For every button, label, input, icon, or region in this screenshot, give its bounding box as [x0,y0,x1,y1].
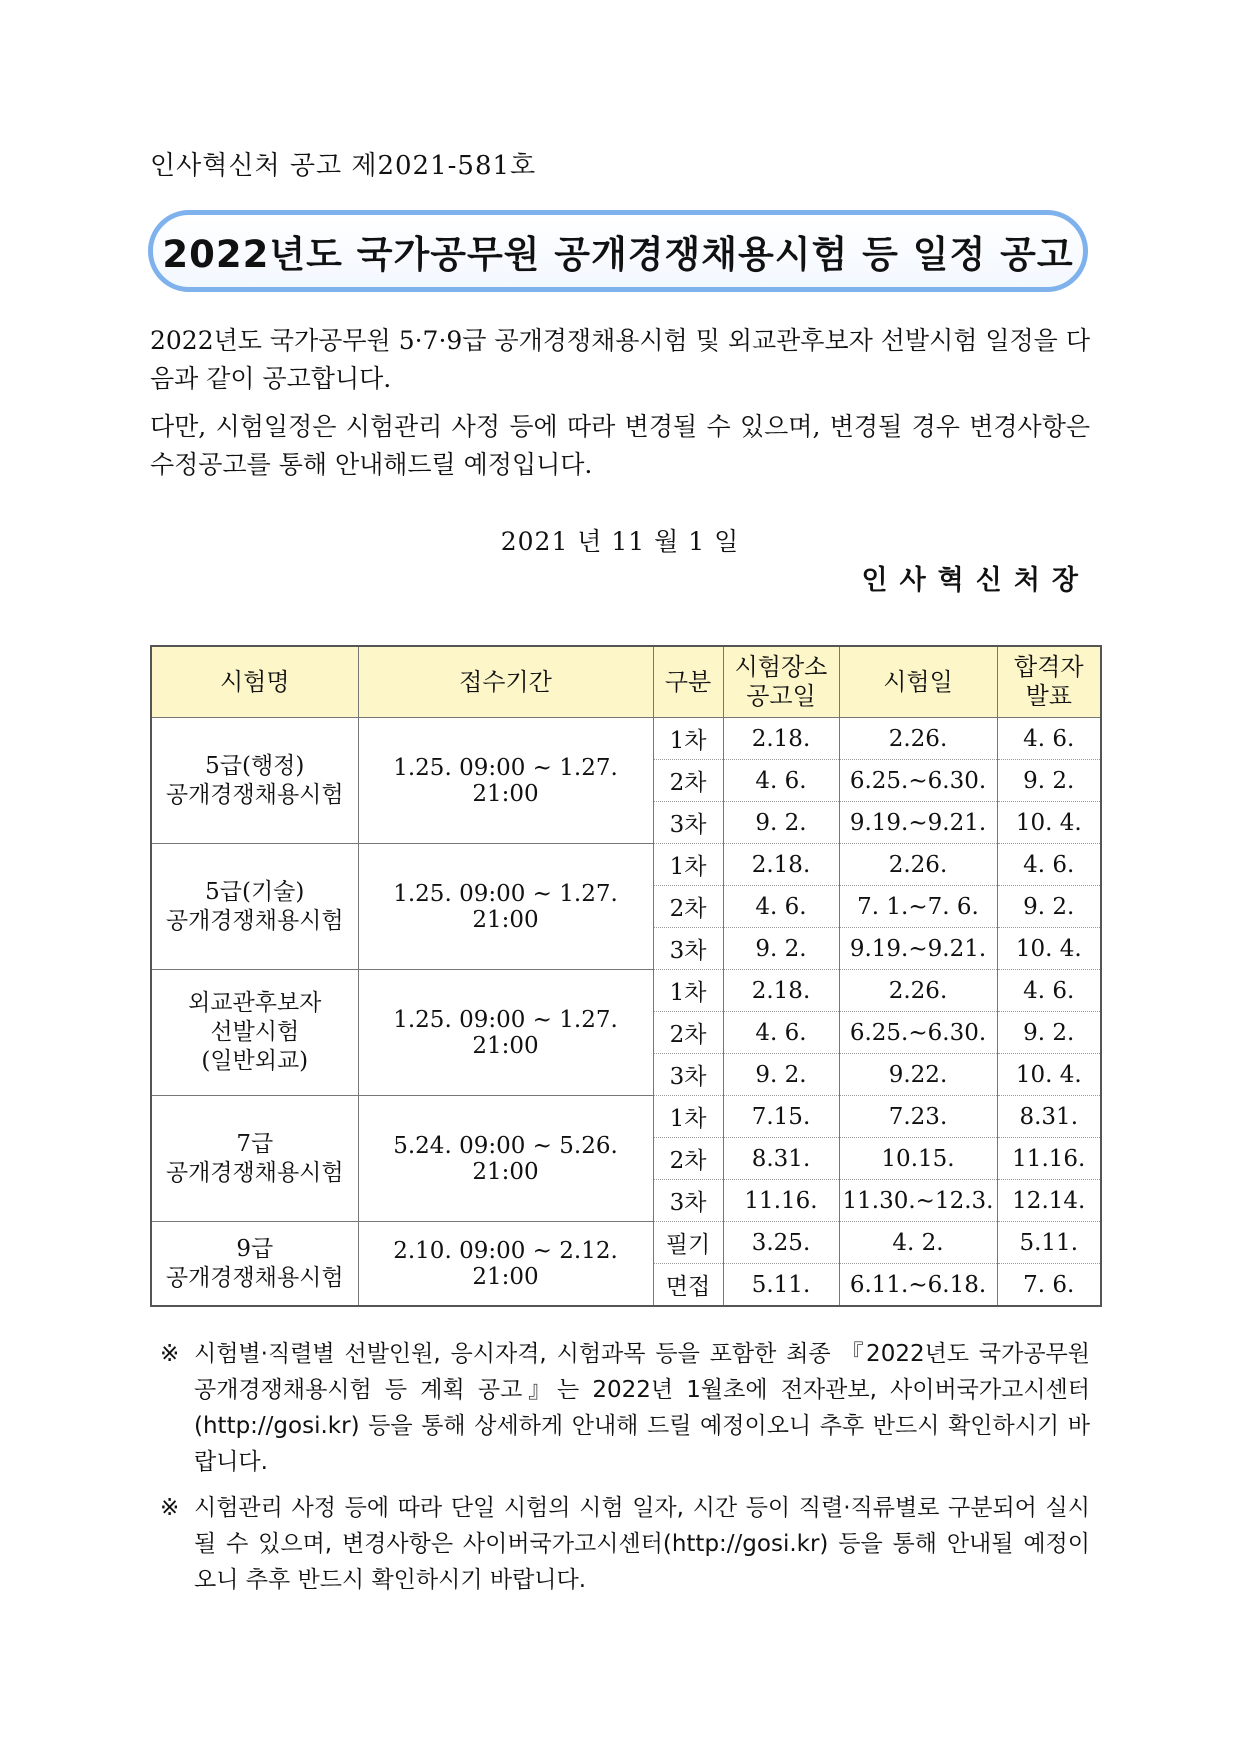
result-date-cell: 10. 4. [997,1054,1101,1096]
footnote [150,1490,1090,1598]
notice-number: 인사혁신처 공고 제2021-581호 [150,151,537,181]
exam-date-cell: 6.25.∼6.30. [839,760,997,802]
stage-cell: 1차 [653,844,723,886]
table-row [151,844,1101,886]
exam-date-cell: 2.26. [839,718,997,760]
stage-cell: 1차 [653,970,723,1012]
result-date-cell: 4. 6. [997,844,1101,886]
exam-name-line3: (일반외교) [201,1048,309,1074]
stage-cell: 3차 [653,928,723,970]
header-result-line1: 합격자 [1013,653,1084,681]
header-venue-notice-date [723,646,839,718]
table-row [151,1096,1101,1138]
application-period-cell: 1.25. 09:00 ~ 1.27. 21:00 [358,844,653,970]
stage-cell: 면접 [653,1264,723,1307]
result-date-cell: 4. 6. [997,718,1101,760]
table-row [151,718,1101,760]
venue-date-cell: 11.16. [723,1180,839,1222]
result-date-cell: 5.11. [997,1222,1101,1264]
intro-paragraph: 2022년도 국가공무원 5·7·9급 공개경쟁채용시험 및 외교관후보자 선발시험 일정을 다음과 같이 공고합니다. [150,326,1090,393]
header-result-line2: 발표 [1025,682,1072,710]
footnote-text: 시험관리 사정 등에 따라 단일 시험의 시험 일자, 시간 등이 직렬·직류별로 구분되어 실시될 수 있으며, 변경사항은 사이버국가고시센터(http://gosi.kr) 등을 통해 안내될 예정이오니 추후 반드시 확인하시기 바랍니다. [194,1495,1090,1593]
venue-date-cell: 8.31. [723,1138,839,1180]
exam-name-cell [151,718,358,844]
application-period-cell: 1.25. 09:00 ~ 1.27. 21:00 [358,970,653,1096]
exam-date-cell: 6.11.∼6.18. [839,1264,997,1307]
result-date-cell: 11.16. [997,1138,1101,1180]
header-application-period: 접수기간 [358,646,653,718]
venue-date-cell: 2.18. [723,970,839,1012]
exam-name-line2: 공개경쟁채용시험 [165,1159,344,1186]
exam-name-cell [151,970,358,1096]
header-venue-line2: 공고일 [746,682,816,710]
application-period-cell: 1.25. 09:00 ~ 1.27. 21:00 [358,718,653,844]
table-row [151,1222,1101,1264]
header-result-announcement [997,646,1101,718]
stage-cell: 1차 [653,1096,723,1138]
exam-date-cell: 7.23. [839,1096,997,1138]
application-period-cell: 2.10. 09:00 ~ 2.12. 21:00 [358,1222,653,1307]
reference-mark: ※ [160,1495,180,1521]
venue-date-cell: 9. 2. [723,928,839,970]
exam-date-cell: 4. 2. [839,1222,997,1264]
result-date-cell: 8.31. [997,1096,1101,1138]
exam-name-line1: 외교관후보자 [188,990,322,1016]
venue-date-cell: 5.11. [723,1264,839,1307]
exam-date-cell: 2.26. [839,970,997,1012]
title-banner [148,210,1088,292]
issuer: 인사혁신처장 [861,565,1090,596]
issue-date: 2021 년 11 월 1 일 [500,527,740,556]
result-date-cell: 4. 6. [997,970,1101,1012]
stage-cell: 2차 [653,1138,723,1180]
venue-date-cell: 2.18. [723,718,839,760]
footnote [150,1336,1090,1480]
header-exam-name: 시험명 [151,646,358,718]
result-date-cell: 10. 4. [997,928,1101,970]
venue-date-cell: 9. 2. [723,802,839,844]
exam-name-line2: 공개경쟁채용시험 [165,907,344,934]
exam-name-line2: 선발시험 [210,1019,300,1045]
exam-name-cell [151,1096,358,1222]
stage-cell: 3차 [653,802,723,844]
venue-date-cell: 7.15. [723,1096,839,1138]
stage-cell: 3차 [653,1180,723,1222]
stage-cell: 2차 [653,1012,723,1054]
exam-date-cell: 10.15. [839,1138,997,1180]
exam-name-line1: 5급(행정) [205,752,305,779]
exam-date-cell: 6.25.∼6.30. [839,1012,997,1054]
exam-date-cell: 9.19.∼9.21. [839,928,997,970]
exam-name-cell [151,844,358,970]
venue-date-cell: 2.18. [723,844,839,886]
exam-schedule-table [150,645,1102,1307]
stage-cell: 3차 [653,1054,723,1096]
venue-date-cell: 4. 6. [723,1012,839,1054]
exam-date-cell: 11.30.∼12.3. [839,1180,997,1222]
header-stage: 구분 [653,646,723,718]
stage-cell: 2차 [653,760,723,802]
exam-name-cell [151,1222,358,1307]
reference-mark: ※ [160,1341,180,1367]
stage-cell: 2차 [653,886,723,928]
header-venue-line1: 시험장소 [734,653,828,681]
header-exam-date: 시험일 [839,646,997,718]
result-date-cell: 12.14. [997,1180,1101,1222]
change-notice-paragraph: 다만, 시험일정은 시험관리 사정 등에 따라 변경될 수 있으며, 변경될 경우 변경사항은 수정공고를 통해 안내해드릴 예정입니다. [150,412,1090,479]
stage-cell: 필기 [653,1222,723,1264]
exam-name-line1: 9급 [236,1235,274,1262]
exam-name-line2: 공개경쟁채용시험 [165,781,344,808]
result-date-cell: 10. 4. [997,802,1101,844]
result-date-cell: 7. 6. [997,1264,1101,1307]
page-title: 2022년도 국가공무원 공개경쟁채용시험 등 일정 공고 [162,233,1074,276]
exam-date-cell: 9.19.∼9.21. [839,802,997,844]
result-date-cell: 9. 2. [997,886,1101,928]
exam-date-cell: 9.22. [839,1054,997,1096]
exam-name-line2: 공개경쟁채용시험 [165,1264,344,1291]
footnote-text: 시험별·직렬별 선발인원, 응시자격, 시험과목 등을 포함한 최종 『2022년도 국가공무원 공개경쟁채용시험 등 계획 공고』는 2022년 1월초에 전자관보, 사이버국가고시센터(http://gosi.kr) 등을 통해 상세하게 안내해 드릴 예정이오니 추후 반드시 확인하시기 바랍니다. [194,1341,1090,1475]
exam-date-cell: 2.26. [839,844,997,886]
venue-date-cell: 4. 6. [723,760,839,802]
result-date-cell: 9. 2. [997,1012,1101,1054]
venue-date-cell: 9. 2. [723,1054,839,1096]
result-date-cell: 9. 2. [997,760,1101,802]
venue-date-cell: 3.25. [723,1222,839,1264]
stage-cell: 1차 [653,718,723,760]
table-row [151,970,1101,1012]
exam-name-line1: 5급(기술) [205,878,305,905]
venue-date-cell: 4. 6. [723,886,839,928]
table-header-row [151,646,1101,718]
application-period-cell: 5.24. 09:00 ~ 5.26. 21:00 [358,1096,653,1222]
exam-name-line1: 7급 [236,1130,274,1157]
exam-date-cell: 7. 1.∼7. 6. [839,886,997,928]
